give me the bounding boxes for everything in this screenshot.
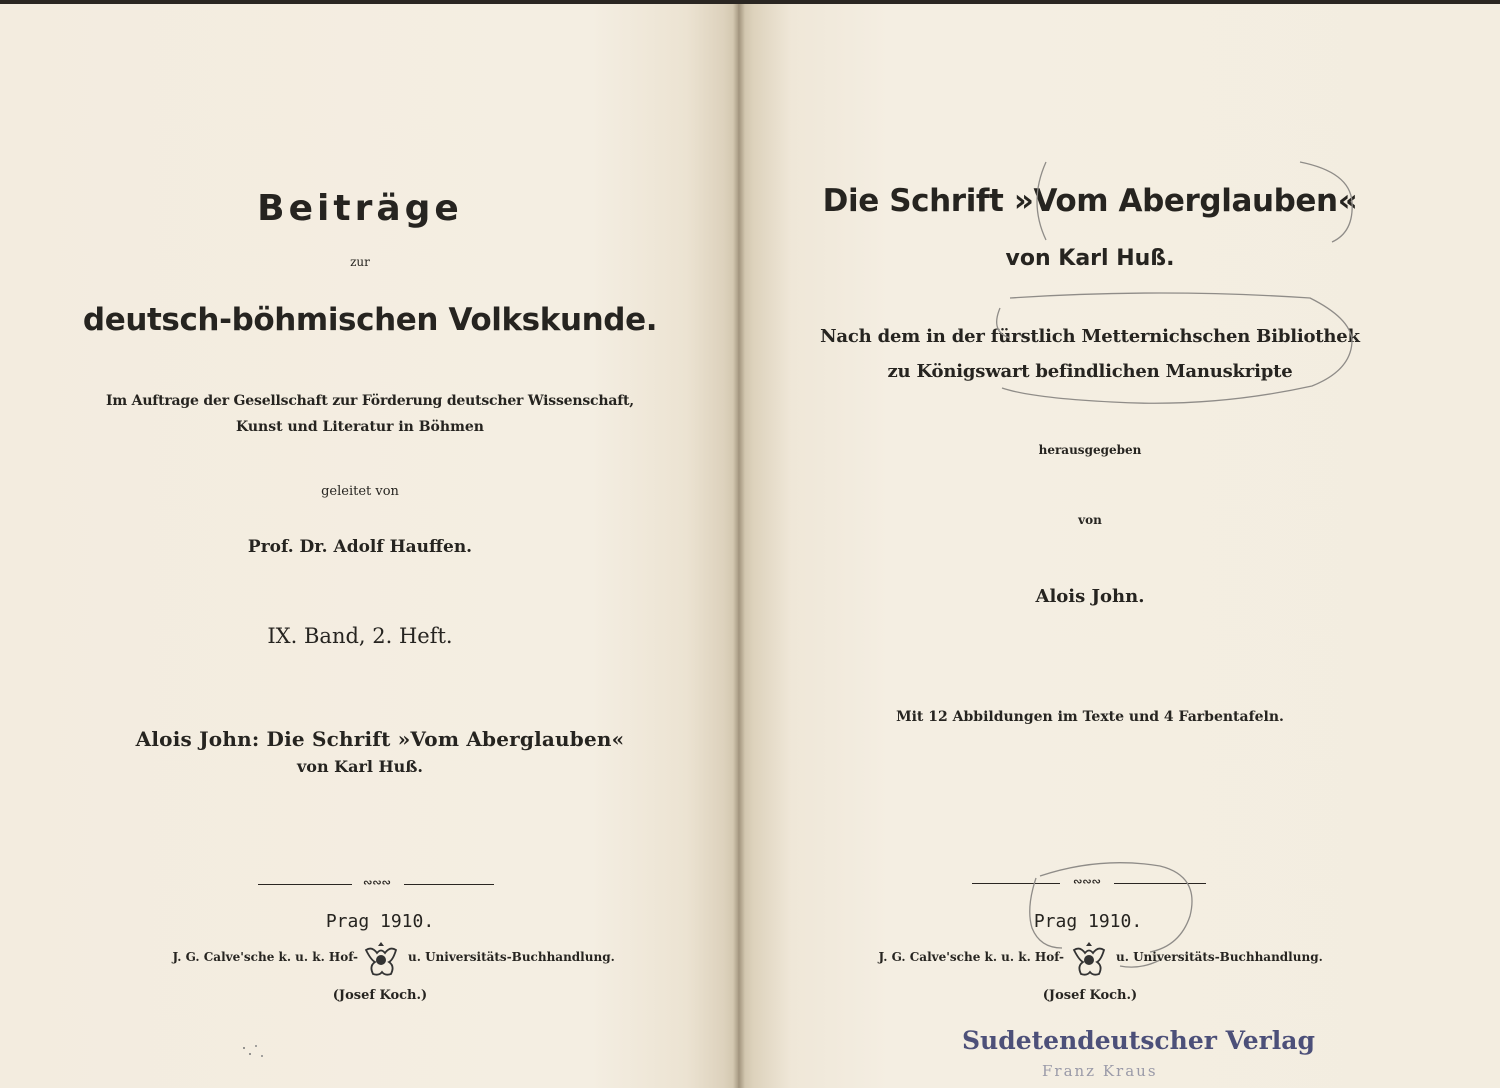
von-label: von: [1078, 513, 1102, 527]
ornament-rule-right-right-page: [1114, 883, 1206, 884]
editor-name: Prof. Dr. Adolf Hauffen.: [247, 537, 473, 557]
illustrations-note: Mit 12 Abbildungen im Texte und 4 Farbentafeln.: [896, 709, 1284, 725]
book-title: Die Schrift »Vom Aberglauben«: [822, 183, 1358, 219]
source-line-2: zu Königswart befindlichen Manuskripte: [887, 361, 1293, 382]
work-line-1: Alois John: Die Schrift »Vom Aberglauben«: [135, 727, 625, 751]
austrian-eagle-crest-icon-right: [1068, 938, 1110, 986]
place-year: Prag 1910.: [325, 911, 435, 932]
source-line-1: Nach dem in der fürstlich Metternichschen Bibliothek: [820, 326, 1360, 347]
series-zur: zur: [350, 255, 370, 269]
publisher-owner-right: (Josef Koch.): [1042, 988, 1138, 1003]
ornament-rule-left: [258, 884, 352, 885]
series-title: Beiträge: [257, 188, 463, 229]
herausgegeben: herausgegeben: [1038, 443, 1142, 457]
book-author: von Karl Huß.: [1005, 246, 1175, 271]
paper-specks: [240, 1042, 270, 1066]
place-year-right: Prag 1910.: [1033, 911, 1143, 932]
publisher-stamp: Sudetendeutscher Verlag: [962, 1026, 1315, 1055]
work-line-2: von Karl Huß.: [297, 757, 423, 776]
series-subtitle: deutsch-böhmischen Volkskunde.: [82, 302, 658, 338]
publisher-left-right-page: J. G. Calve'sche k. u. k. Hof-: [878, 950, 1064, 964]
volume-info: IX. Band, 2. Heft.: [267, 624, 453, 648]
publisher-owner: (Josef Koch.): [332, 988, 428, 1003]
austrian-eagle-crest-icon: [360, 938, 402, 986]
geleitet-von: geleitet von: [321, 484, 399, 499]
publisher-right: u. Universitäts-Buchhandlung.: [408, 950, 615, 964]
publisher-right-right-page: u. Universitäts-Buchhandlung.: [1116, 950, 1323, 964]
editor-name-right: Alois John.: [1035, 586, 1145, 607]
ornament-rule-right: [404, 884, 494, 885]
commission-line-2: Kunst und Literatur in Böhmen: [236, 419, 484, 435]
book-gutter: [733, 4, 745, 1088]
publisher-left: J. G. Calve'sche k. u. k. Hof-: [172, 950, 358, 964]
commission-line-1: Im Auftrage der Gesellschaft zur Förderung deutscher Wissenschaft,: [106, 393, 634, 409]
ornament-rule-left-right-page: [972, 883, 1060, 884]
ornament-icon-right: ∾∾∾: [1073, 875, 1101, 888]
ornament-icon: ∾∾∾: [363, 876, 391, 889]
publisher-stamp-owner: Franz Kraus: [1042, 1062, 1158, 1080]
